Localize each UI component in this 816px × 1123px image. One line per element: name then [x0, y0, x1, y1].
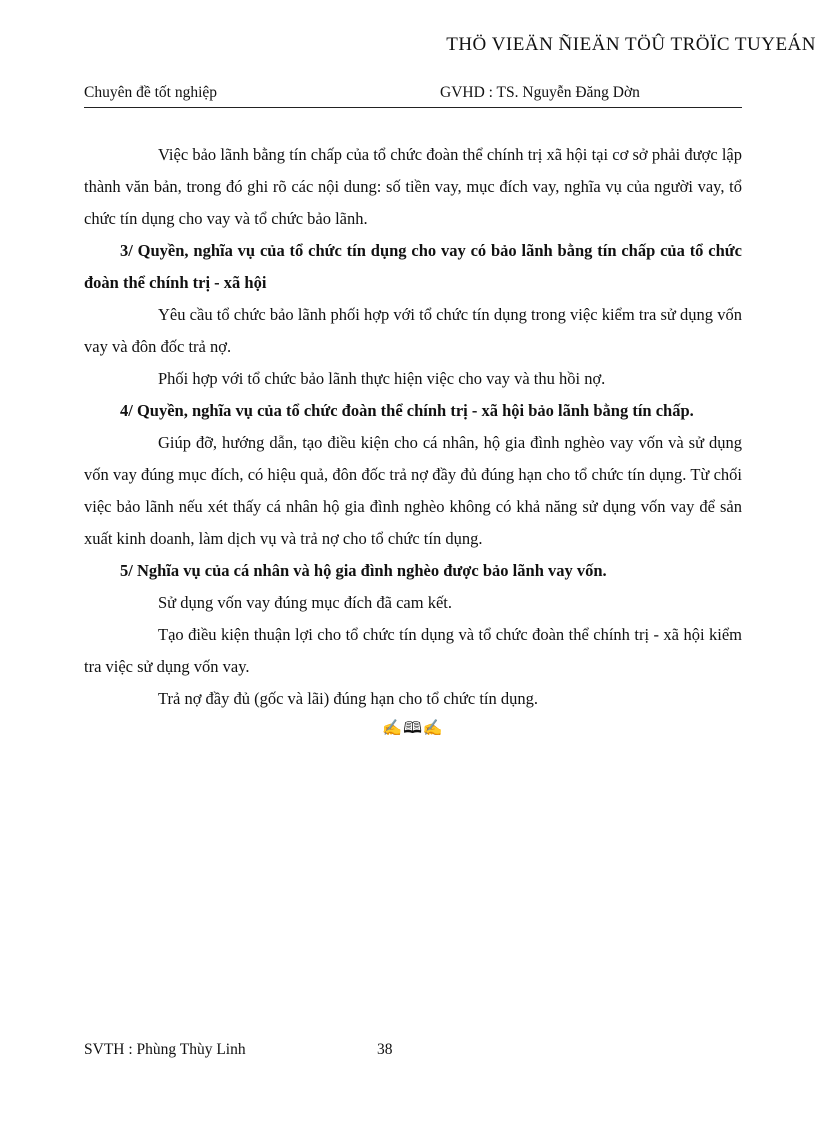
header-divider [84, 107, 742, 108]
paragraph-repay: Trả nợ đầy đủ (gốc và lãi) đúng hạn cho tổ chức tín dụng. [158, 689, 538, 708]
watermark-text: THÖ VIEÄN ÑIEÄN TÖÛ TRÖÏC TUYEÁN [446, 34, 816, 55]
paragraph-use-loan: Sử dụng vốn vay đúng mục đích đã cam kết. [158, 593, 452, 612]
book-pen-ornament-icon: ✍🕮✍ [382, 720, 444, 737]
heading-section-3: 3/ Quyền, nghĩa vụ của tổ chức tín dụng cho vay có bảo lãnh bằng tín chấp của tổ chức đoàn thể chính trị - xã hội [84, 241, 742, 292]
document-body [84, 139, 742, 741]
footer-student: SVTH : Phùng Thùy Linh [84, 1041, 246, 1058]
header-advisor: GVHD : TS. Nguyễn Đăng Dờn [440, 84, 640, 101]
heading-section-5: 5/ Nghĩa vụ của cá nhân và hộ gia đình nghèo được bảo lãnh vay vốn. [120, 561, 607, 580]
page-number: 38 [377, 1041, 393, 1058]
paragraph-coordinate-lending: Phối hợp với tổ chức bảo lãnh thực hiện việc cho vay và thu hồi nợ. [158, 369, 606, 388]
header-topic: Chuyên đề tốt nghiệp [84, 84, 218, 101]
heading-section-4: 4/ Quyền, nghĩa vụ của tổ chức đoàn thể chính trị - xã hội bảo lãnh bằng tín chấp. [120, 401, 694, 420]
paragraph-guarantee-document: Việc bảo lãnh bằng tín chấp của tổ chức đoàn thể chính trị xã hội tại cơ sở phải được lập thành văn bản, trong đó ghi rõ các nội dung: số tiền vay, mục đích vay, nghĩa vụ của người vay, tổ chức tín dụng cho vay và tổ chức bảo lãnh. [84, 145, 742, 228]
paragraph-request-coordination: Yêu cầu tổ chức bảo lãnh phối hợp với tổ chức tín dụng trong việc kiểm tra sử dụng vốn vay và đôn đốc trả nợ. [84, 305, 742, 356]
paragraph-facilitate-inspection: Tạo điều kiện thuận lợi cho tổ chức tín dụng và tổ chức đoàn thể chính trị - xã hội kiểm tra việc sử dụng vốn vay. [84, 625, 742, 676]
paragraph-assistance: Giúp đỡ, hướng dẫn, tạo điều kiện cho cá nhân, hộ gia đình nghèo vay vốn và sử dụng vốn vay đúng mục đích, có hiệu quả, đôn đốc trả nợ đầy đủ đúng hạn cho tổ chức tín dụng. Từ chối việc bảo lãnh nếu xét thấy cá nhân hộ gia đình nghèo không có khả năng sử dụng vốn vay để sản xuất kinh doanh, làm dịch vụ và trả nợ cho tổ chức tín dụng. [84, 433, 742, 548]
